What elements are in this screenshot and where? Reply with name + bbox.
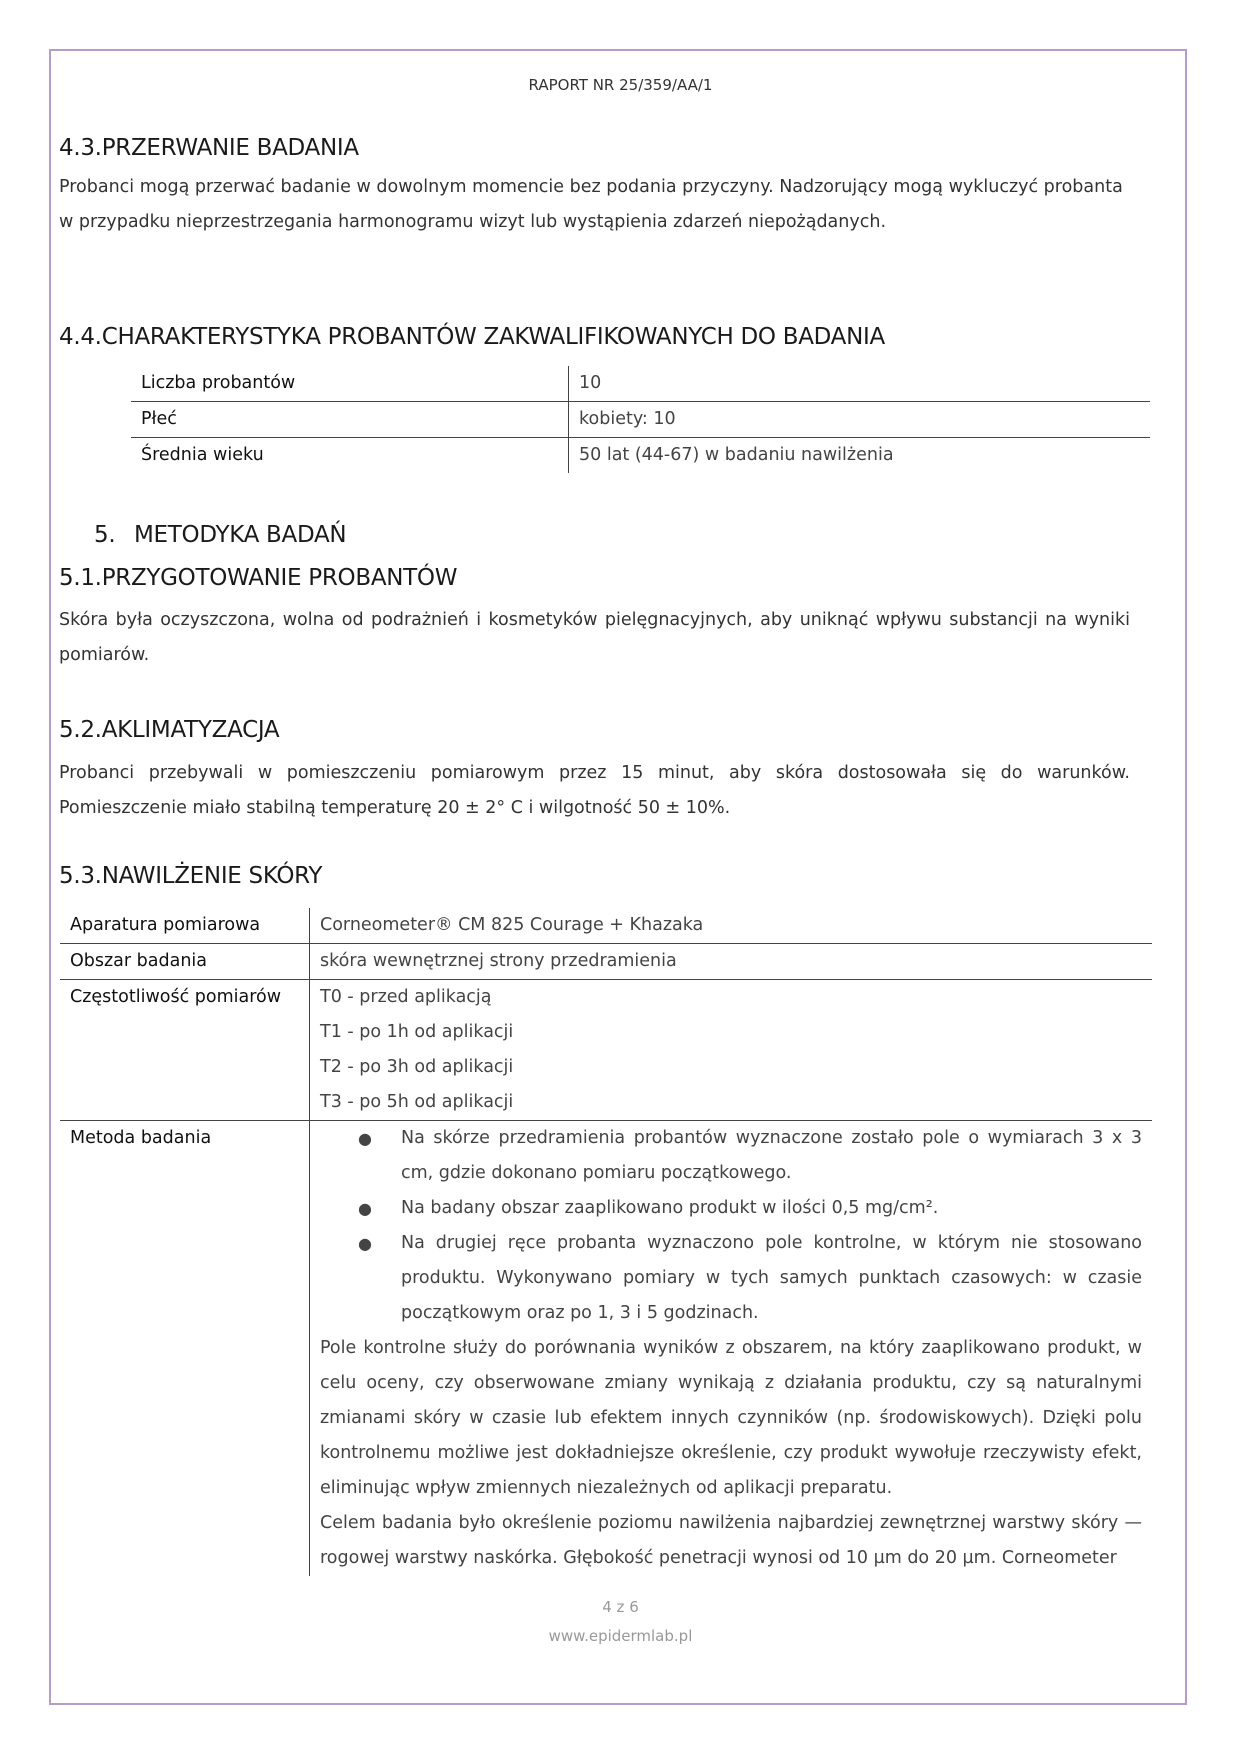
skin-hydration-table <box>60 908 1152 1576</box>
area-value: skóra wewnętrznej strony przedramienia <box>310 944 1153 980</box>
row-value: kobiety: 10 <box>569 402 1151 438</box>
section-4-3-line-1: Probanci mogą przerwać badanie w dowolnym momencie bez podania przyczyny. Nadzorujący mogą wykluczyć probanta <box>59 177 1123 197</box>
table-row <box>60 1121 1152 1577</box>
section-5-1-heading: 5.1.PRZYGOTOWANIE PROBANTÓW <box>59 565 458 591</box>
table-row <box>131 402 1150 438</box>
footer-url: www.epidermlab.pl <box>548 1627 693 1645</box>
frequency-t3: T3 - po 5h od aplikacji <box>320 1092 514 1112</box>
row-value: 10 <box>579 373 602 393</box>
section-4-3-line-2: w przypadku nieprzestrzegania harmonogramu wizyt lub wystąpienia zdarzeń niepożądanych. <box>59 212 887 232</box>
bullet-icon: ● <box>358 1129 372 1148</box>
list-item: ● Na drugiej ręce probanta wyznaczono pole kontrolne, w którym nie stosowano produktu. Wykonywano pomiary w tych samych punktach czasowych: w czasie początkowym oraz po 1, 3 i 5 godzinach. <box>320 1226 1142 1331</box>
apparatus-value: Corneometer® CM 825 Courage + Khazaka <box>320 915 704 935</box>
method-bullet-list <box>320 1121 1142 1331</box>
area-label: Obszar badania <box>60 944 310 980</box>
control-field-paragraph: Pole kontrolne służy do porównania wyników z obszarem, na który zaaplikowano produkt, w celu oceny, czy obserwowane zmiany wynikają z działania produktu, czy są naturalnymi zmianami skóry w czasie lub efektem innych czynników (np. środowiskowych). Dzięki polu kontrolnemu możliwe jest dokładniejsze określenie, czy produkt wywołuje rzeczywisty efekt, eliminując wpływ zmiennych niezależnych od aplikacji preparatu. <box>320 1338 1142 1498</box>
frequency-t0: T0 - przed aplikacją <box>320 987 492 1007</box>
table-row <box>131 438 1150 474</box>
frequency-t2: T2 - po 3h od aplikacji <box>320 1057 514 1077</box>
section-4-4-heading: 4.4.CHARAKTERYSTYKA PROBANTÓW ZAKWALIFIKOWANYCH DO BADANIA <box>59 324 885 350</box>
frequency-values <box>310 980 1153 1121</box>
section-5-3-heading: 5.3.NAWILŻENIE SKÓRY <box>59 863 323 889</box>
method-label: Metoda badania <box>60 1121 310 1577</box>
probant-characteristics-table <box>131 366 1150 473</box>
section-5-2-text: Probanci przebywali w pomieszczeniu pomiarowym przez 15 minut, aby skóra dostosowała się do warunków. Pomieszczenie miało stabilną temperaturę 20 ± 2° C i wilgotność 50 ± 10%. <box>59 763 1130 818</box>
report-header: RAPORT NR 25/359/AA/1 <box>528 76 713 94</box>
section-4-3-text <box>59 170 1159 240</box>
section-5-2-heading: 5.2.AKLIMATYZACJA <box>59 717 280 743</box>
section-4-3-heading: 4.3.PRZERWANIE BADANIA <box>59 135 359 161</box>
method-description <box>310 1121 1153 1577</box>
frequency-t1: T1 - po 1h od aplikacji <box>320 1022 514 1042</box>
bullet-icon: ● <box>358 1199 372 1218</box>
study-goal-paragraph: Celem badania było określenie poziomu nawilżenia najbardziej zewnętrznej warstwy skóry — rogowej warstwy naskórka. Głębokość penetracji wynosi od 10 µm do 20 µm. Corneometer <box>320 1513 1142 1568</box>
bullet-icon: ● <box>358 1234 372 1253</box>
table-row <box>60 908 1152 944</box>
frequency-label: Częstotliwość pomiarów <box>60 980 310 1121</box>
table-row <box>131 366 1150 402</box>
page-number: 4 z 6 <box>602 1598 639 1616</box>
row-label: Liczba probantów <box>131 366 569 402</box>
row-value: 50 lat (44-67) w badaniu nawilżenia <box>569 438 1151 474</box>
list-item: ● Na badany obszar zaaplikowano produkt w ilości 0,5 mg/cm². <box>320 1191 1142 1226</box>
section-5-1-text: Skóra była oczyszczona, wolna od podrażnień i kosmetyków pielęgnacyjnych, aby uniknąć wpływu substancji na wyniki pomiarów. <box>59 610 1130 665</box>
table-row <box>60 980 1152 1121</box>
section-5-heading: 5. METODYKA BADAŃ <box>94 522 347 548</box>
list-item: ● Na skórze przedramienia probantów wyznaczone zostało pole o wymiarach 3 x 3 cm, gdzie dokonano pomiaru początkowego. <box>320 1121 1142 1191</box>
row-label: Średnia wieku <box>131 438 569 474</box>
table-row <box>60 944 1152 980</box>
row-label: Płeć <box>131 402 569 438</box>
apparatus-label: Aparatura pomiarowa <box>60 908 310 944</box>
